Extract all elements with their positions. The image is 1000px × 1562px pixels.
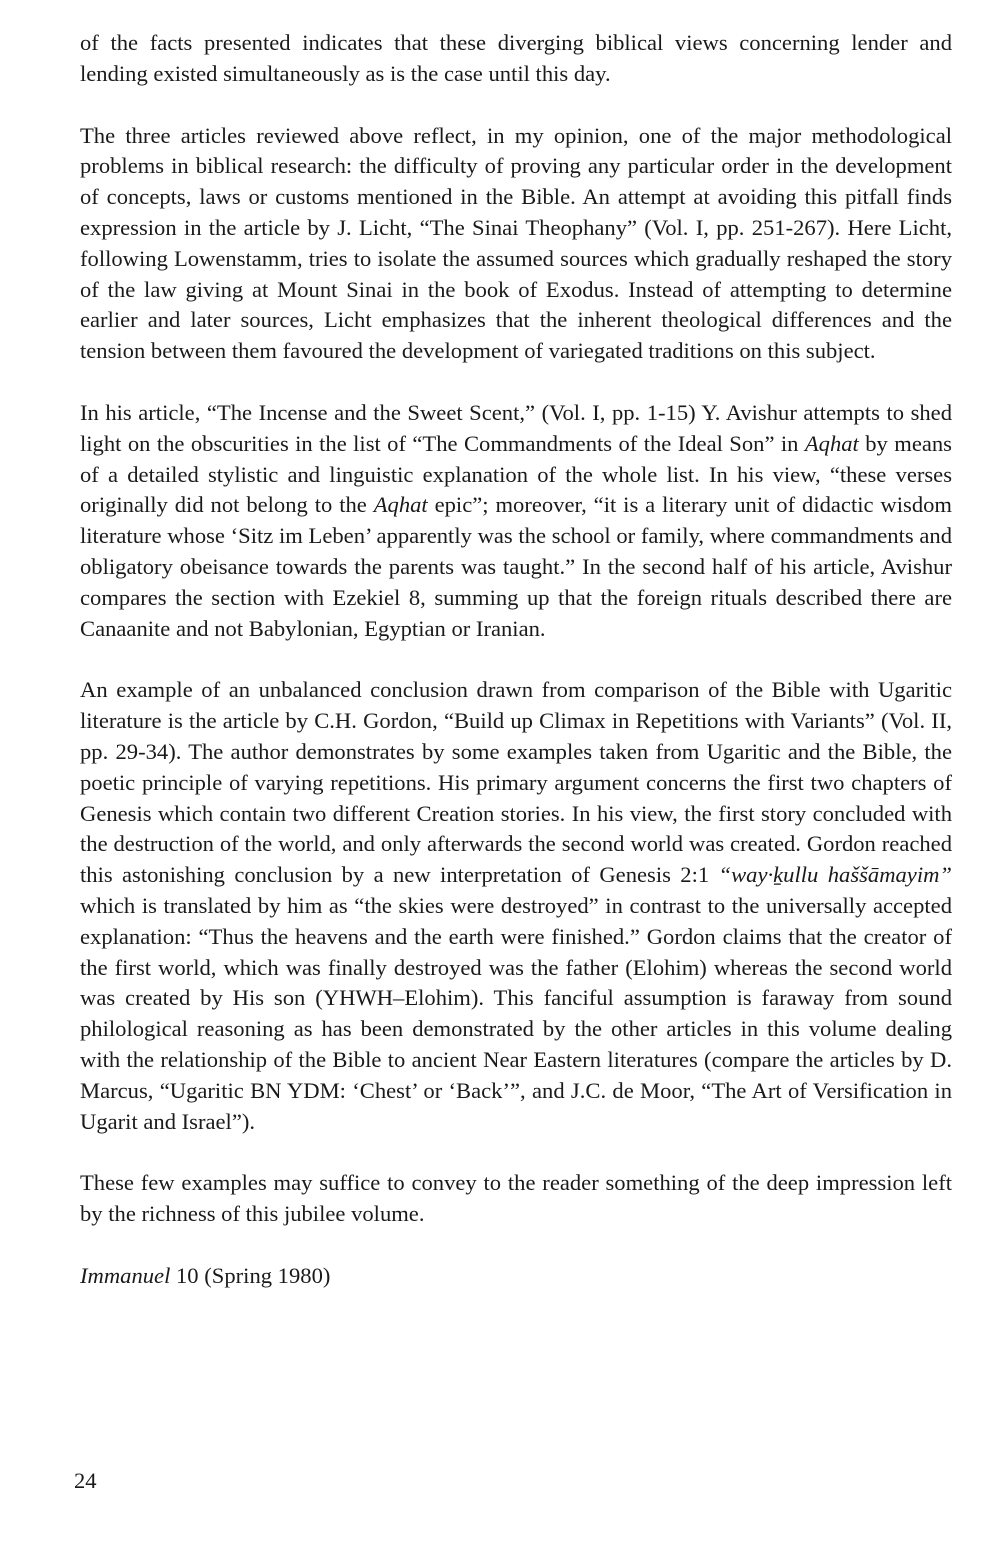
work-title-aqhat-2: Aqhat [373, 492, 428, 518]
page-body [80, 28, 952, 1292]
paragraph-gordon [80, 675, 952, 1137]
paragraph-gordon-text-1: An example of an unbalanced conclusion drawn from comparison of the Bible with Ugaritic literature is the article by C.H. Gordon, “Build up Climax in Repetitions with Variants” (Vol. II, pp. 29-34). The author demonstrates by some examples taken from Ugaritic and the Bible, the poetic principle of varying repetitions. His primary argument concerns the first two chapters of Genesis which contain two different Creation stories. In his view, the first story concluded with the destruction of the world, and only afterwards the second world was created. Gordon reached this astonishing conclusion by a new interpretation of Genesis 2:1 [80, 677, 952, 888]
paragraph-licht: The three articles reviewed above reflect, in my opinion, one of the major methodological problems in biblical research: the difficulty of proving any particular order in the development of concepts, laws or customs mentioned in the Bible. An attempt at avoiding this pitfall finds expression in the article by J. Licht, “The Sinai Theophany” (Vol. I, pp. 251-267). Here Licht, following Lowenstamm, tries to isolate the assumed sources which gradually reshaped the story of the law giving at Mount Sinai in the book of Exodus. Instead of attempting to determine earlier and later sources, Licht emphasizes that the inherent theological differences and the tension between them favoured the development of variegated traditions on this subject. [80, 122, 952, 364]
paragraph-continuation: of the facts presented indicates that these diverging biblical views concerning lender and lending existed simultaneously as is the case until this day. [80, 30, 952, 86]
work-title-aqhat: Aqhat [804, 430, 859, 456]
paragraph-avishur-text-3: epic”; moreover, “it is a literary unit of didactic wisdom literature whose ‘Sitz im Leben’ apparently was the school or family, where commandments and obligatory obeisance towards the parents was taught.” In the second half of his article, Avishur compares the section with Ezekiel 8, summing up that the foreign rituals described there are Canaanite and not Babylonian, Egyptian or Iranian. [80, 492, 952, 641]
journal-name: Immanuel [80, 1262, 171, 1288]
paragraph-avishur [80, 398, 952, 644]
paragraph-conclusion: These few examples may suffice to convey to the reader something of the deep impression left by the richness of this jubilee volume. [80, 1170, 952, 1227]
hebrew-transliteration: “way·ḵullu haššāmayim” [718, 862, 952, 888]
paragraph-avishur-text-1: In his article, “The Incense and the Sweet Scent,” (Vol. I, pp. 1-15) Y. Avishur attempts to shed light on the obscurities in the list of “The Commandments of the Ideal Son” in [80, 399, 952, 456]
page-number: 24 [74, 1468, 97, 1493]
citation [80, 1261, 952, 1292]
paragraph-gordon-text-2: which is translated by him as “the skies were destroyed” in contrast to the universally accepted explanation: “Thus the heavens and the earth were finished.” Gordon claims that the creator of the first world, which was finally destroyed was the father (Elohim) whereas the second world was created by His son (YHWH–Elohim). This fanciful assumption is faraway from sound philological reasoning as has been demonstrated by the other articles in this volume dealing with the relationship of the Bible to ancient Near Eastern literatures (compare the articles by D. Marcus, “Ugaritic BN YDM: ‘Chest’ or ‘Back’”, and J.C. de Moor, “The Art of Versification in Ugarit and Israel”). [80, 892, 952, 1134]
journal-issue: 10 (Spring 1980) [170, 1262, 331, 1288]
paragraph-avishur-text-2: by means of a detailed stylistic and linguistic explanation of the whole list. In his view, “these verses originally did not belong to the [80, 430, 952, 518]
